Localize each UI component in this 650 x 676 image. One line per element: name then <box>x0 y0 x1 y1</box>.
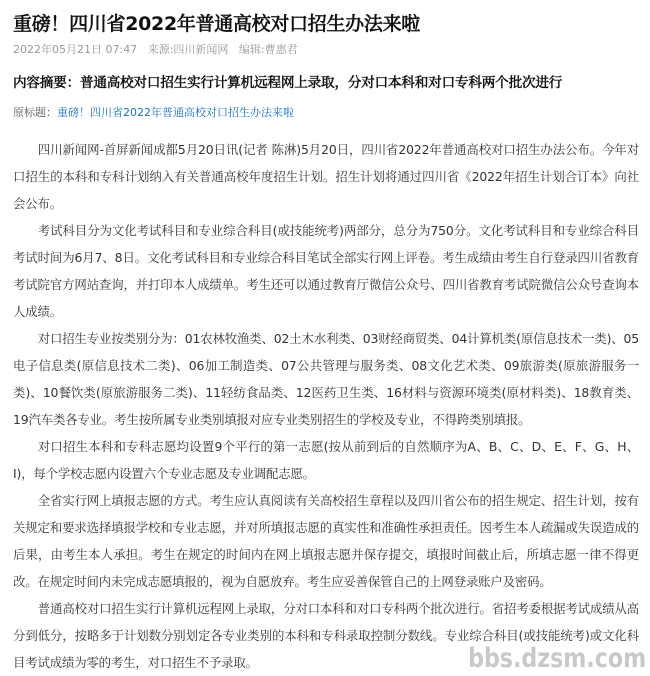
article-body <box>13 136 639 676</box>
paragraph: 四川新闻网-首屏新闻成都5月20日讯(记者 陈淋)5月20日，四川省2022年普通高校对口招生办法公布。今年对口招生的本科和专科计划纳入有关普通高校年度招生计划。招生计划将通过四川省《2022年招生计划合订本》向社会公布。 <box>13 142 639 211</box>
original-title-label: 原标题： <box>13 106 57 119</box>
publish-datetime: 2022年05月21日 07:47 <box>13 43 138 56</box>
paragraph: 考试科目分为文化考试科目和专业综合科目(或技能统考)两部分，总分为750分。文化考试科目和专业综合科目考试时间为6月7、8日。文化考试科目和专业综合科目笔试全部实行网上评卷。考生成绩由考生自行登录四川省教育考试院官方网站查询，并打印本人成绩单。考生还可以通过教育厅微信公众号、四川省教育考试院微信公众号查询本人成绩。 <box>13 223 639 319</box>
article-editor: 编辑:曹惠君 <box>238 43 298 56</box>
paragraph: 对口招生专业按类别分为：01农林牧渔类、02土木水利类、03财经商贸类、04计算机类(原信息技术一类)、05电子信息类(原信息技术二类)、06加工制造类、07公共管理与服务类、08文化艺术类、09旅游类(原旅游服务一类)、10餐饮类(原旅游服务二类)、11轻纺食品类、12医药卫生类、16材料与资源环境类(原材料类)、18教育类、19汽车类各专业。考生按所属专业类别填报对应专业类别招生的学校及专业，不得跨类别填报。 <box>13 331 639 427</box>
article-title: 重磅！四川省2022年普通高校对口招生办法来啦 <box>13 13 420 35</box>
original-title <box>13 105 294 121</box>
paragraph: 全省实行网上填报志愿的方式。考生应认真阅读有关高校招生章程以及四川省公布的招生规定、招生计划，按有关规定和要求选择填报学校和专业志愿，并对所填报志愿的真实性和准确性承担责任。因考生本人疏漏或失误造成的后果，由考生本人承担。考生在规定的时间内在网上填报志愿并保存提交，填报时间截止后，所填志愿一律不得更改。在规定时间内未完成志愿填报的，视为自愿放弃。考生应妥善保管自己的上网登录账户及密码。 <box>13 493 639 589</box>
watermark: bbs.dzsm.com <box>467 643 646 674</box>
article-source: 来源:四川新闻网 <box>147 43 229 56</box>
article-meta <box>13 42 305 58</box>
article-summary: 内容摘要：普通高校对口招生实行计算机远程网上录取，分对口本科和对口专科两个批次进行 <box>13 75 563 91</box>
paragraph: 对口招生本科和专科志愿均设置9个平行的第一志愿(按从前到后的自然顺序为A、B、C、D、E、F、G、H、I)，每个学校志愿内设置六个专业志愿及专业调配志愿。 <box>13 439 639 481</box>
original-title-link[interactable]: 重磅！四川省2022年普通高校对口招生办法来啦 <box>57 106 294 119</box>
paragraph: 普通高校对口招生实行计算机远程网上录取，分对口本科和对口专科两个批次进行。省招考委根据考试成绩从高分到低分，按略多于计划数分别划定各专业类别的本科和专科录取控制分数线。专业综合科目(或技能统考)或文化科目考试成绩为零的考生，对口招生不予录取。 <box>13 601 639 670</box>
